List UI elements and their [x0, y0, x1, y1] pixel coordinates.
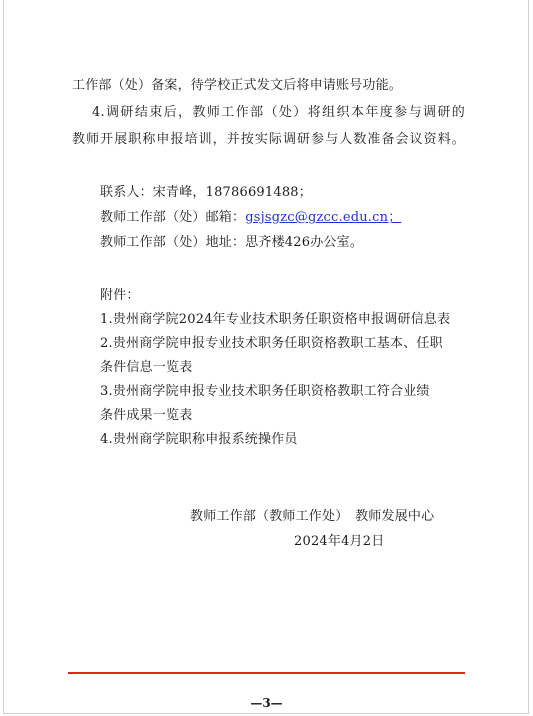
- page-number: —3—: [250, 696, 283, 710]
- contact-person: 联系人：宋青峰，18786691488；: [100, 185, 312, 200]
- attachment-item-2-line-1: 2.贵州商学院申报专业技术职务任职资格教职工基本、任职: [100, 336, 443, 351]
- footer-rule: [68, 672, 465, 674]
- attachments-heading: 附件：: [100, 288, 140, 303]
- attachment-item-4: 4.贵州商学院职称申报系统操作员: [100, 432, 298, 447]
- contact-address: 教师工作部（处）地址：思齐楼426办公室。: [100, 235, 364, 250]
- attachment-item-3-line-1: 3.贵州商学院申报专业技术职务任职资格教职工符合业绩: [100, 384, 430, 399]
- signature-org: 教师工作部（教师工作处） 教师发展中心: [190, 509, 435, 524]
- attachment-item-2-line-2: 条件信息一览表: [100, 360, 193, 375]
- attachment-item-3-line-2: 条件成果一览表: [100, 408, 193, 423]
- signature-date: 2024年4月2日: [294, 534, 385, 549]
- body-line-2: 4.调研结束后，教师工作部（处）将组织本年度参与调研的: [92, 105, 465, 120]
- body-line-1: 工作部（处）备案，待学校正式发文后将申请账号功能。: [72, 78, 403, 93]
- attachment-item-1: 1.贵州商学院2024年专业技术职务任职资格申报调研信息表: [100, 312, 451, 327]
- contact-email-row: [100, 210, 401, 226]
- contact-email-link[interactable]: gsjsgzc@gzcc.edu.cn；: [245, 210, 402, 225]
- contact-email-label: 教师工作部（处）邮箱：: [100, 210, 246, 225]
- body-line-3: 教师开展职称申报培训，并按实际调研参与人数准备会议资料。: [72, 132, 465, 147]
